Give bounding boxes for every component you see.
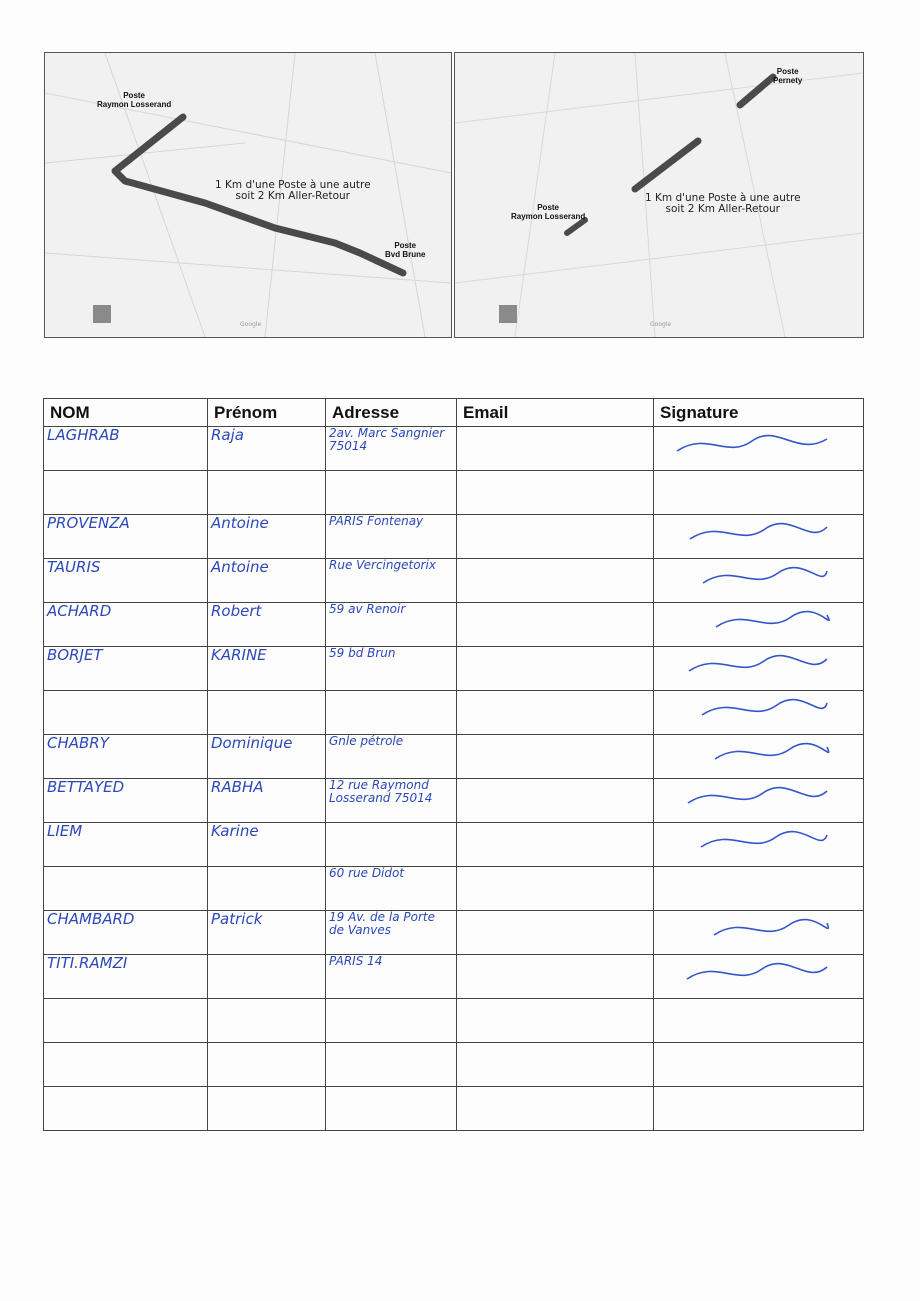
cell-nom: TITI.RAMZI <box>44 955 208 999</box>
cell-email <box>457 647 654 691</box>
table-row <box>44 911 864 955</box>
cell-prenom <box>208 1043 326 1087</box>
cell-nom: TAURIS <box>44 559 208 603</box>
cell-adresse: 59 av Renoir <box>326 603 457 647</box>
cell-prenom <box>208 691 326 735</box>
cell-email <box>457 735 654 779</box>
table-row <box>44 823 864 867</box>
cell-adresse <box>326 1043 457 1087</box>
table-row <box>44 999 864 1043</box>
cell-adresse: PARIS 14 <box>326 955 457 999</box>
signature-stroke <box>701 832 827 847</box>
table-row <box>44 779 864 823</box>
cell-signature <box>654 1043 864 1087</box>
signature-scribble <box>657 911 847 947</box>
cell-signature <box>654 779 864 823</box>
table-row <box>44 647 864 691</box>
map-right <box>454 52 864 338</box>
cell-nom <box>44 1043 208 1087</box>
table-row <box>44 691 864 735</box>
map-left <box>44 52 452 338</box>
signature-scribble <box>657 515 847 551</box>
cell-prenom: Robert <box>208 603 326 647</box>
signature-scribble <box>657 735 847 771</box>
cell-email <box>457 1087 654 1131</box>
google-label-2: Google <box>650 321 672 328</box>
cell-adresse: 12 rue Raymond Losserand 75014 <box>326 779 457 823</box>
cell-adresse: Rue Vercingetorix <box>326 559 457 603</box>
map-thumbnail-icon-2 <box>499 305 517 323</box>
post-label-raymon-losserand-2: Poste Raymon Losserand <box>511 203 586 221</box>
cell-nom: LAGHRAB <box>44 427 208 471</box>
signature-stroke <box>703 568 827 583</box>
signature-stroke <box>690 524 827 539</box>
signature-table <box>43 398 864 1131</box>
cell-adresse <box>326 1087 457 1131</box>
cell-prenom: RABHA <box>208 779 326 823</box>
cell-adresse: Gnle pétrole <box>326 735 457 779</box>
signature-stroke <box>715 744 829 759</box>
table-row <box>44 1043 864 1087</box>
cell-signature <box>654 471 864 515</box>
signature-scribble <box>657 559 847 595</box>
table-row <box>44 471 864 515</box>
route-segment-3 <box>740 77 773 105</box>
header-signature: Signature <box>654 399 864 427</box>
cell-signature <box>654 999 864 1043</box>
cell-signature <box>654 735 864 779</box>
cell-prenom: Dominique <box>208 735 326 779</box>
cell-adresse <box>326 691 457 735</box>
cell-nom <box>44 1087 208 1131</box>
post-label-raymon-losserand: Poste Raymon Losserand <box>97 91 172 109</box>
cell-prenom <box>208 867 326 911</box>
cell-email <box>457 867 654 911</box>
cell-signature <box>654 1087 864 1131</box>
signature-scribble <box>657 779 847 815</box>
cell-email <box>457 515 654 559</box>
cell-signature <box>654 867 864 911</box>
cell-nom <box>44 471 208 515</box>
cell-email <box>457 603 654 647</box>
cell-email <box>457 559 654 603</box>
table-row <box>44 603 864 647</box>
cell-email <box>457 427 654 471</box>
cell-prenom: Raja <box>208 427 326 471</box>
cell-prenom: Antoine <box>208 515 326 559</box>
table-row <box>44 427 864 471</box>
cell-signature <box>654 603 864 647</box>
cell-adresse: 2av. Marc Sangnier 75014 <box>326 427 457 471</box>
post-label-bvd-brune: Poste Bvd Brune <box>385 241 426 259</box>
cell-adresse: PARIS Fontenay <box>326 515 457 559</box>
route-segment-1 <box>567 220 585 233</box>
signature-scribble <box>657 691 847 727</box>
signature-stroke <box>688 788 827 803</box>
signature-stroke <box>677 436 827 451</box>
cell-adresse <box>326 471 457 515</box>
cell-adresse: 59 bd Brun <box>326 647 457 691</box>
cell-signature <box>654 823 864 867</box>
google-label: Google <box>240 321 262 328</box>
cell-prenom <box>208 471 326 515</box>
cell-email <box>457 691 654 735</box>
cell-nom: CHABRY <box>44 735 208 779</box>
cell-signature <box>654 647 864 691</box>
signature-scribble <box>657 823 847 859</box>
cell-nom: BETTAYED <box>44 779 208 823</box>
cell-signature <box>654 427 864 471</box>
header-email: Email <box>457 399 654 427</box>
table-row <box>44 955 864 999</box>
header-prenom: Prénom <box>208 399 326 427</box>
cell-prenom <box>208 1087 326 1131</box>
header-nom: NOM <box>44 399 208 427</box>
cell-prenom <box>208 955 326 999</box>
post-label-pernety: Poste Pernety <box>773 67 803 85</box>
cell-nom <box>44 691 208 735</box>
cell-email <box>457 471 654 515</box>
cell-adresse: 19 Av. de la Porte de Vanves <box>326 911 457 955</box>
signature-stroke <box>702 700 827 715</box>
cell-adresse <box>326 823 457 867</box>
cell-nom: PROVENZA <box>44 515 208 559</box>
cell-email <box>457 823 654 867</box>
table-row <box>44 867 864 911</box>
cell-email <box>457 1043 654 1087</box>
signature-stroke <box>714 920 828 935</box>
table-header-row <box>44 399 864 427</box>
cell-nom <box>44 867 208 911</box>
cell-adresse <box>326 999 457 1043</box>
cell-prenom: Karine <box>208 823 326 867</box>
cell-nom: ACHARD <box>44 603 208 647</box>
cell-email <box>457 911 654 955</box>
table-row <box>44 1087 864 1131</box>
table-row <box>44 515 864 559</box>
cell-nom: BORJET <box>44 647 208 691</box>
cell-email <box>457 999 654 1043</box>
cell-email <box>457 955 654 999</box>
cell-prenom: Patrick <box>208 911 326 955</box>
cell-adresse: 60 rue Didot <box>326 867 457 911</box>
signature-scribble <box>657 647 847 683</box>
distance-note-2: 1 Km d'une Poste à une autre soit 2 Km Aller-Retour <box>645 192 801 215</box>
cell-signature <box>654 691 864 735</box>
cell-prenom: KARINE <box>208 647 326 691</box>
distance-note: 1 Km d'une Poste à une autre soit 2 Km Aller-Retour <box>215 179 371 202</box>
cell-signature <box>654 515 864 559</box>
route-segment-2 <box>635 141 698 189</box>
signature-scribble <box>657 955 847 991</box>
signature-scribble <box>657 427 847 463</box>
cell-nom: CHAMBARD <box>44 911 208 955</box>
signature-scribble <box>657 603 847 639</box>
cell-prenom: Antoine <box>208 559 326 603</box>
signature-stroke <box>689 656 827 671</box>
cell-signature <box>654 955 864 999</box>
cell-prenom <box>208 999 326 1043</box>
cell-nom <box>44 999 208 1043</box>
cell-signature <box>654 911 864 955</box>
table-row <box>44 735 864 779</box>
signature-stroke <box>687 964 827 979</box>
map-thumbnail-icon <box>93 305 111 323</box>
cell-signature <box>654 559 864 603</box>
signature-stroke <box>716 612 829 627</box>
header-adresse: Adresse <box>326 399 457 427</box>
table-row <box>44 559 864 603</box>
cell-nom: LIEM <box>44 823 208 867</box>
cell-email <box>457 779 654 823</box>
